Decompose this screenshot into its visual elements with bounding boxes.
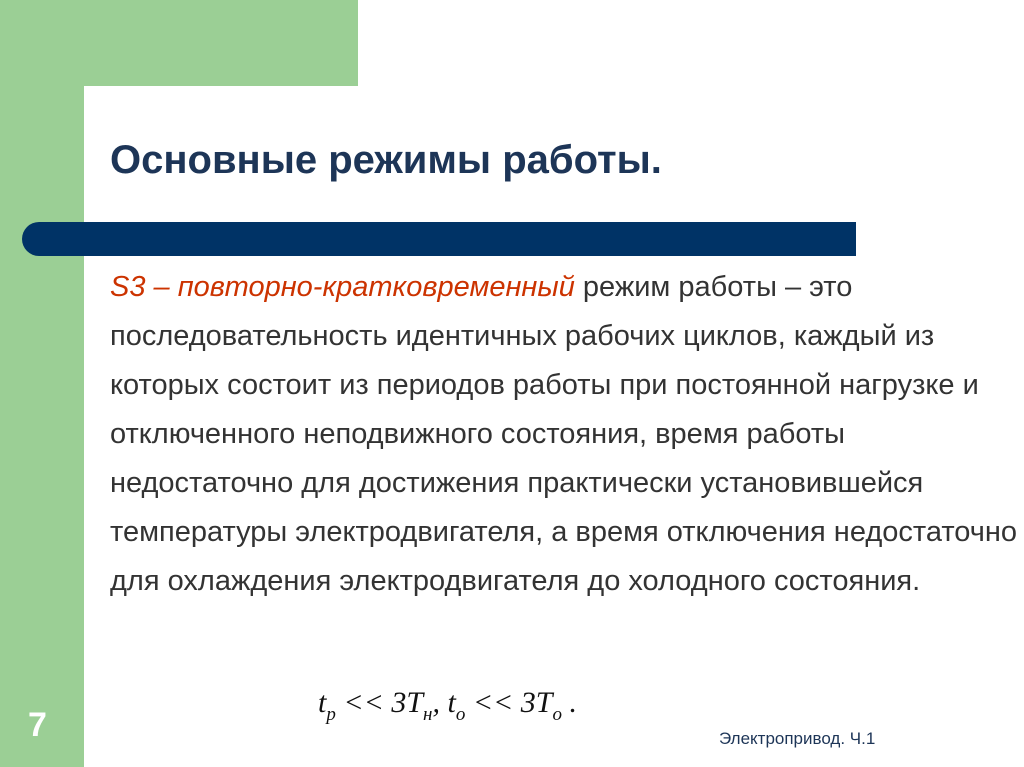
definition-paragraph bbox=[110, 263, 1018, 606]
formula-t-work: t bbox=[318, 686, 327, 719]
formula bbox=[318, 686, 577, 726]
definition-text: режим работы – это последовательность идентичных рабочих циклов, каждый из которых состоит из периодов работы при постоянной нагрузке и отключенного неподвижного состояния, время работы недостаточно для достижения практически установившейся температуры электродвигателя, а время отключения недостаточно для охлаждения электродвигателя до холодного состояния. bbox=[110, 271, 1018, 597]
formula-sub-p: р bbox=[326, 704, 336, 725]
page-number: 7 bbox=[28, 706, 47, 744]
formula-end: . bbox=[562, 686, 577, 719]
formula-op-1: << 3T bbox=[335, 686, 424, 719]
title-underline-bar bbox=[22, 222, 856, 256]
formula-t-off: , t bbox=[432, 686, 456, 719]
formula-sub-o2: о bbox=[552, 704, 562, 725]
formula-sub-o1: о bbox=[455, 704, 466, 725]
mode-term: S3 – повторно-кратковременный bbox=[110, 271, 575, 303]
formula-op-2: << 3T bbox=[465, 686, 553, 719]
slide-title: Основные режимы работы. bbox=[110, 138, 662, 182]
formula-sub-n: н bbox=[423, 704, 433, 725]
footer-caption: Электропривод. Ч.1 bbox=[719, 729, 876, 748]
green-left-band bbox=[0, 0, 84, 767]
